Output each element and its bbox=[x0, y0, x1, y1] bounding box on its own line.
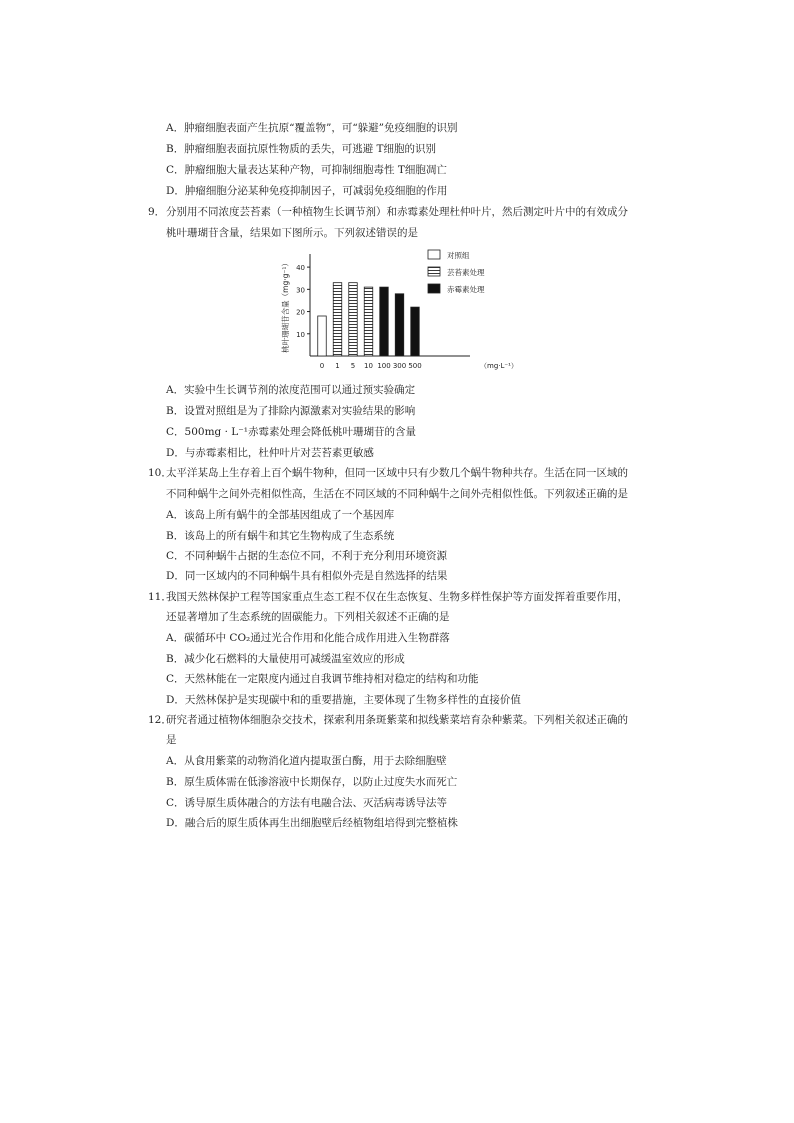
question-10-number: 10． bbox=[148, 467, 172, 479]
question-12-option-b: B．原生质体需在低渗溶液中长期保存，以防止过度失水而死亡 bbox=[166, 776, 458, 788]
legend-label: 赤霉素处理 bbox=[447, 285, 485, 294]
bar bbox=[395, 294, 404, 356]
question-9-option-c: C．500mg · L⁻¹赤霉素处理会降低桃叶珊瑚苷的含量 bbox=[166, 426, 416, 438]
bar bbox=[349, 283, 358, 356]
legend-swatch bbox=[428, 267, 440, 276]
question-12-stem: 研究者通过植物体细胞杂交技术，探索利用条斑紫菜和拟线紫菜培育杂种紫菜。下列相关叙述正确的 bbox=[166, 714, 628, 726]
question-10-stem: 太平洋某岛上生存着上百个蜗牛物种，但同一区域中只有少数几个蜗牛物种共存。生活在同一区域的 bbox=[166, 467, 628, 479]
x-axis-unit: （mg·L⁻¹） bbox=[480, 362, 518, 370]
x-tick-label: 10 bbox=[364, 362, 373, 370]
prev-option-c: C．肿瘤细胞大量表达某种产物，可抑制细胞毒性 T细胞凋亡 bbox=[166, 164, 447, 176]
prev-option-b: B．肿瘤细胞表面抗原性物质的丢失，可逃避 T细胞的识别 bbox=[166, 143, 437, 155]
prev-option-d: D．肿瘤细胞分泌某种免疫抑制因子，可减弱免疫细胞的作用 bbox=[166, 185, 448, 197]
x-tick-label: 0 bbox=[319, 362, 325, 370]
question-9-stem-cont: 桃叶珊瑚苷含量，结果如下图所示。下列叙述错误的是 bbox=[166, 227, 418, 239]
y-axis-label: 桃叶珊瑚苷含量（mg·g⁻¹） bbox=[281, 259, 290, 353]
bar-chart bbox=[268, 248, 518, 374]
question-12-stem-cont: 是 bbox=[166, 734, 177, 746]
question-9-option-d: D．与赤霉素相比，杜仲叶片对芸苔素更敏感 bbox=[166, 447, 374, 459]
question-11-option-c: C．天然林能在一定限度内通过自我调节维持相对稳定的结构和功能 bbox=[166, 673, 479, 685]
question-9-option-b: B．设置对照组是为了排除内源激素对实验结果的影响 bbox=[166, 405, 416, 417]
question-10-option-d: D．同一区域内的不同种蜗牛具有相似外壳是自然选择的结果 bbox=[166, 570, 448, 582]
legend-swatch bbox=[428, 250, 440, 259]
question-9-stem: 分别用不同浓度芸苔素（一种植物生长调节剂）和赤霉素处理杜仲叶片，然后测定叶片中的有效成分 bbox=[166, 206, 628, 218]
question-11-stem-cont: 还显著增加了生态系统的固碳能力。下列相关叙述不正确的是 bbox=[166, 611, 450, 623]
x-tick-label: 1 bbox=[335, 362, 340, 370]
chart-svg bbox=[268, 248, 518, 374]
legend-label: 对照组 bbox=[447, 251, 470, 260]
question-10-stem-cont: 不同种蜗牛之间外壳相似性高，生活在不同区域的不同种蜗牛之间外壳相似性低。下列叙述正确的是 bbox=[166, 488, 628, 500]
bar bbox=[411, 307, 420, 356]
question-9-option-a: A．实验中生长调节剂的浓度范围可以通过预实验确定 bbox=[166, 384, 416, 396]
legend-swatch bbox=[428, 284, 440, 293]
question-10-option-b: B．该岛上的所有蜗牛和其它生物构成了生态系统 bbox=[166, 530, 395, 542]
legend-label: 芸苔素处理 bbox=[447, 268, 485, 277]
y-tick-label: 10 bbox=[296, 330, 305, 339]
question-12-option-c: C．诱导原生质体融合的方法有电融合法、灭活病毒诱导法等 bbox=[166, 797, 448, 809]
question-11-option-a: A．碳循环中 CO₂通过光合作用和化能合成作用进入生物群落 bbox=[166, 632, 450, 644]
y-tick-label: 30 bbox=[296, 286, 305, 295]
question-12-number: 12． bbox=[148, 714, 172, 726]
question-12-option-d: D．融合后的原生质体再生出细胞壁后经植物组培得到完整植株 bbox=[166, 817, 458, 829]
bar bbox=[364, 287, 373, 356]
question-12-option-a: A．从食用紫菜的动物消化道内提取蛋白酶，用于去除细胞壁 bbox=[166, 755, 447, 767]
question-11-option-d: D．天然林保护是实现碳中和的重要措施，主要体现了生物多样性的直接价值 bbox=[166, 694, 521, 706]
x-tick-label: 5 bbox=[350, 362, 356, 370]
question-9-number: 9． bbox=[148, 206, 166, 218]
question-11-stem: 我国天然林保护工程等国家重点生态工程不仅在生态恢复、生物多样性保护等方面发挥着重要作用， bbox=[166, 591, 628, 603]
question-10-option-a: A．该岛上所有蜗牛的全部基因组成了一个基因库 bbox=[166, 509, 395, 521]
bar bbox=[380, 287, 389, 356]
bar bbox=[318, 316, 327, 356]
prev-option-a: A．肿瘤细胞表面产生抗原“覆盖物”，可“躲避”免疫细胞的识别 bbox=[166, 122, 458, 134]
question-10-option-c: C．不同种蜗牛占据的生态位不同，不利于充分利用环境资源 bbox=[166, 550, 448, 562]
question-11-option-b: B．减少化石燃料的大量使用可减缓温室效应的形成 bbox=[166, 653, 405, 665]
x-tick-label: 500 bbox=[408, 362, 422, 370]
x-tick-label: 100 bbox=[377, 362, 391, 370]
y-tick-label: 40 bbox=[296, 264, 305, 273]
x-tick-label: 300 bbox=[392, 362, 407, 370]
bar bbox=[333, 283, 342, 356]
question-11-number: 11． bbox=[148, 591, 172, 603]
y-tick-label: 20 bbox=[296, 308, 305, 317]
